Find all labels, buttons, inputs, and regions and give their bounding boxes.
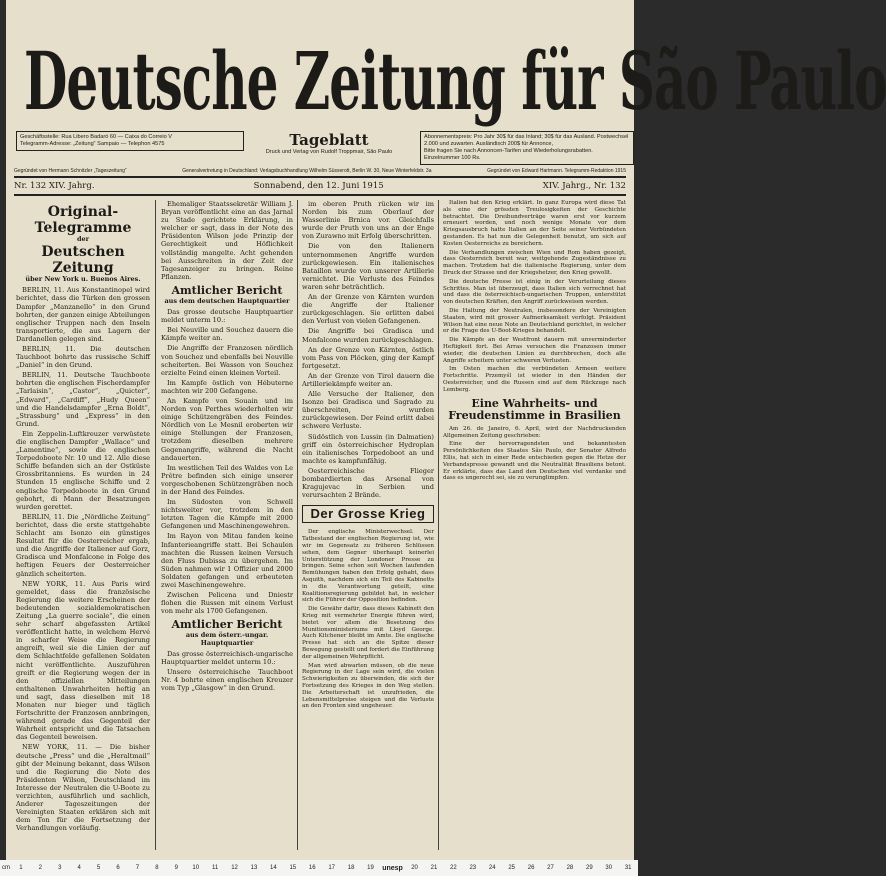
heading-original-telegramme: Original-Telegramme	[34, 204, 132, 237]
ruler-tick: 30	[605, 865, 613, 871]
ruler-tick: 7	[135, 865, 140, 871]
ruler-tick: 1	[19, 865, 23, 871]
tageblatt-label: Tageblatt	[289, 131, 369, 149]
ruler-tick: 22	[450, 865, 457, 871]
heading-deutschen-zeitung: Deutschen Zeitung	[41, 243, 125, 276]
article-paragraph: Die Angriffe der Franzosen nördlich von Souchez und ebenfalls bei Neuville scheiterten. Bei Wasson von Souchez erzielte Feind einen kleinen Vorteil.	[161, 344, 293, 377]
column-rule	[155, 200, 156, 850]
column-rule	[297, 200, 298, 850]
founders-left: Gegründet von Hermann Schnitzler „Tageszeitung“	[14, 168, 127, 174]
ruler-tick: 9	[174, 865, 178, 871]
masthead-title: Deutsche Zeitung für São Paulo	[24, 34, 886, 129]
ruler-tick: 24	[488, 865, 496, 871]
article-paragraph: Oesterreichische Flieger bombardierten das Arsenal von Kragujevac in Serbien und verursachten 2 Brände.	[302, 466, 434, 500]
founders-line	[14, 168, 626, 174]
article-paragraph: Das grosse deutsche Hauptquartier meldet unterm 10.:	[161, 308, 293, 325]
article-paragraph: BERLIN, 11. Die „Nördliche Zeitung“ berichtet, dass die erste stattgehabte Schlacht am Isonzo ein günstiges Resultat für die Oesterreicher ergab, und die Angriffe der Italiener auf Gorz, Gradisca und Monfalcone in Folge des heftigen Feuers der Oesterreicher gänzlich scheiterten.	[16, 512, 150, 578]
header-right-line: Bitte fragen Sie nach Annoncen-Tarifen und Wiederholungsrabatten. Einzelnummer 100 Rs.	[424, 148, 593, 161]
article-paragraph: BERLIN, 11. Aus Konstantinopel wird berichtet, dass die Türken den grossen Dampfer „Manzanello“ in den Grund bohrten, der ganzen einige Abteilungen englischer Truppen nach den Inseln transportierte, die aus Lagern der Dardanellen gelegen sind.	[16, 286, 150, 343]
article-paragraph: Im westlichen Teil des Waldes von Le Prêtre befinden sich einige unserer vorgeschobenen Schützengräben noch in der Hand des Feindes.	[161, 463, 293, 497]
ruler-tick: 23	[469, 865, 477, 871]
article-paragraph: Ehemaliger Staatssekretär William J. Bryan veröffentlicht eine an das Jarnal zu Stade gerichtete Erklärung, in welcher er sagt, dass in der Note des Präsidenten Wilson jede Prinzip der Gerechtigkeit und Höflichkeit vollständig mangelte. Acht gehenden bei Ausschreiten in der Zeit der Tagesanzeiger zu bringen. Reine Pflanzen.	[161, 200, 293, 281]
article-paragraph: Italien hat den Krieg erklärt. In ganz Europa wird diese Tat als eine der grössten Treulosigkeiten der Geschichte betrachtet. Die Dreibundverträge waren erst vor kurzem erneuert worden, und noch wenige Monate vor dem Kriegsausbruch hatte Italien an der Seite seiner Verbündeten gestanden. Es hat nun die Gelegenheit benutzt, um sich auf Kosten Oesterreichs zu bereichern.	[443, 200, 626, 247]
article-paragraph: NEW YORK, 11. Aus Paris wird gemeldet, dass die französische Regierung die weitere Erscheinen der bedeutenden sozialdemokratischen Zeitung „La guerre sociale“, die einen sehr scharf abgefassten Artikel veröffentlicht hatte, in welchem Hervé in scharfer Weise die Regierung angreift, weil sie die Linien der auf dem Schlachtfelde gefallenen Soldaten nicht veröffentlichte. Auszuführen greift er die Regierung wegen der in den offiziellen Mitteilungen enthaltenen Unwahrheiten heftig an und sagt, dass dieselben mit 18 Monaten nur bieger und täglich Fortschritte der Franzosen annbringen, während gerade das Gegenteil der Wahrheit entspricht und die Tatsachen das Gegenteil beweisen.	[16, 579, 150, 742]
ruler-tick: 17	[328, 865, 335, 871]
ruler-tick: 6	[116, 865, 120, 871]
ruler-tick: 26	[527, 865, 535, 871]
article-paragraph: Ein Zeppelin-Luftkreuzer verwüstete die englischen Dampfer „Wallace“ und „Lamentine“, sowie die englischen Torpedoboote Nr. 10 und 12. Alle diese Schiffe befanden sich an der Ostküste Grossbritanniens. Es wurden in 24 Stunden 15 englische Schiffe und 2 englische Torpedoboote in den Grund gebohrt, di Mann der Besatzungen wurden gerettet.	[16, 429, 150, 511]
column-telegrams	[16, 200, 150, 850]
scan-ruler	[0, 860, 638, 876]
article-paragraph: Der englische Ministerwechsel. Der Tatbestand der englischen Regierung ist, wie wir im Gegensatz zu früheren Schlüssen sehen, dem Gegner überhaupt keinerlei Unterstützung der Londoner Presse zu bringen. Seine schon seit Wochen laufenden Bemühungen haben den Erfolg gehabt, dass Asquith, nachdem sich ein Teil des Kabinetts in die Verantwortung geteilt, eine Koalitionsregierung gebildet hat, in welcher sich die Führer der Opposition befinden.	[302, 529, 434, 604]
article-paragraph: Die deutsche Presse ist einig in der Verurteilung dieses Schrittes. Man ist überzeugt, dass Italien sich verrechnet hat und dass die österreichisch-ungarischen Truppen, unterstützt von deutschen Kräften, den Angriff zurückweisen werden.	[443, 278, 626, 306]
ruler-tick: 8	[155, 865, 159, 871]
unesp-logo: unesp	[382, 864, 403, 872]
article-paragraph: Man wird abwarten müssen, ob die neue Regierung in der Lage sein wird, die vielen Schwierigkeiten zu überwinden, die sich der Fortsetzung des Krieges in den Weg stellen. Die Arbeiterschaft ist unzufrieden, die Lebensmittelpreise steigen und die Verluste an den Fronten sind ungeheuer.	[302, 662, 434, 710]
article-paragraph: Die von den Italienern unternommenen Angriffe wurden zurückgewiesen. Ein italienisches Bataillon wurde von unserer Artillerie vernichtet. Die Verluste des Feindes waren sehr beträchtlich.	[302, 242, 434, 291]
article-paragraph: BERLIN, 11. Deutsche Tauchboote bohrten die englischen Fischerdampfer „Tarlaisin“, „Castor“, „Quicter“, „Edward“, „Cardiff“, „Hudy Queen“ und die Handelsdampfer „Erna Boldt“, „Strassburg“ und „Express“ in den Grund.	[16, 371, 150, 428]
ruler-tick: 5	[96, 865, 101, 871]
article-paragraph: Die Angriffe bei Gradisca und Monfalcone wurden zurückgeschlagen.	[302, 327, 434, 344]
ruler-tick: 19	[367, 865, 374, 871]
founders-mid: Generalvertretung in Deutschland: Verlagsbuchhandlung Wilhelm Süsserott, Berlin W. 30, Neue Winterfeldstr. 3a	[182, 168, 432, 174]
header-left-box	[16, 131, 244, 151]
ruler-tick: 14	[270, 865, 277, 871]
ruler-tick: 11	[212, 865, 219, 871]
ruler-tick: 20	[411, 865, 418, 871]
article-paragraph: Unsere österreichische Tauchboot Nr. 4 bohrte einen englischen Kreuzer vom Typ „Glasgow“ in den Grund.	[161, 668, 293, 693]
article-paragraph: BERLIN, 11. Die deutschen Tauchboot bohrte das russische Schiff „Daniel“ in den Grund.	[16, 344, 150, 370]
ruler-unit: cm	[2, 865, 10, 871]
ruler-tick: 13	[250, 865, 258, 871]
issue-number-right: XIV. Jahrg., Nr. 132	[542, 181, 626, 191]
article-paragraph: Im Südosten von Schwell nichtsweiter vor, trotzdem in den letzten Tagen die Kämpfe mit 2000 Gefangenen und Maschinengewehren.	[161, 498, 293, 531]
ruler-tick: 16	[308, 865, 316, 871]
article-paragraph: An der Grenze von Kärnten, östlich vom Pass von Plöcken, ging der Kampf fortgesetzt.	[302, 345, 434, 370]
article-paragraph: Bei Neuville und Souchez dauern die Kämpfe weiter an.	[161, 326, 293, 343]
article-paragraph: Im Rayon von Mitau fanden keine Infanterieangriffe statt. Bei Schaulen machten die Russen keinen Versuch den Fluss Dubissa zu übergehen. Im Süden nahmen wir 1 Offizier und 2000 Soldaten gefangen und erbeuteten zwei Maschinengewehre.	[161, 532, 293, 590]
article-paragraph: Im Kampfe östlich von Hébuterne machten wir 200 Gefangene.	[161, 378, 293, 395]
issue-date: Sonnabend, den 12. Juni 1915	[253, 181, 384, 191]
ruler-tick: 12	[231, 865, 238, 871]
ruler-tick: 2	[38, 865, 42, 871]
ruler-tick: 25	[508, 865, 515, 871]
header-middle	[242, 131, 416, 156]
article-paragraph: im oberen Pruth rücken wir im Norden bis zum Oberlauf der Wasserlinie Brnica vor. Gleichfalls wurde der Pruth von uns an der Enge von Zurawno mit Erfolg überschritten.	[302, 200, 434, 241]
article-paragraph: Am 26. de Janeiro, 6. April, wird der Nachdruckenden Allgemeinen Zeitung geschrieben:	[443, 425, 626, 439]
article-paragraph: NEW YORK, 11. — Die bisher deutsche „Press“ und die „Heraltmail“ gibt der Meinung bekannt, dass Wilson und die Regierung die Note des Präsidenten Wilson, Deutschland im Interesse der Neutralen die U-Boote zu verzichten, ausführlich und sachlich, Anderer Tageszeitungen der Vereinigten Staaten erklären sich mit dem Ton für die Fortsetzung der Verhandlungen vorläufig.	[16, 743, 150, 833]
article-paragraph: Im Osten machen die verbündeten Armeen weitere Fortschritte. Przemyśl ist wieder in den Händen der Oesterreicher, und die Russen sind auf dem Rückzuge nach Lemberg.	[443, 366, 626, 393]
heading-route: über New York u. Buenos Aires.	[25, 274, 141, 283]
ruler-tick: 3	[58, 865, 62, 871]
article-paragraph: An der Grenze von Tirol dauern die Artilleriekämpfe weiter an.	[302, 371, 434, 388]
ruler-tick: 4	[77, 865, 81, 871]
brasilien-heading	[443, 398, 626, 423]
article-paragraph: An Kampfe von Souain und im Norden von Perthes wiederholten wir einige Schützengräben des Feindes. Nördlich von Le Mesnil eroberten wir einige Stellungen der Franzosen, trotzdem dieselben mehrere Gegenangriffe, während die Nacht andauerten.	[161, 396, 293, 462]
article-paragraph: Südöstlich von Lussin (in Dalmatien) griff ein österreichischer Hydroplan ein italienisches Torpedoboot an und machte es kampfunfähig.	[302, 432, 434, 465]
heading-amtlicher-bericht: Amtlicher Bericht	[171, 618, 283, 632]
ruler-tick: 29	[586, 865, 593, 871]
german-report-heading	[161, 285, 293, 305]
ruler-tick: 15	[289, 865, 297, 871]
heading-german-hq: aus dem deutschen Hauptquartier	[164, 296, 290, 305]
column-war-news	[302, 200, 434, 850]
column-official-reports	[161, 200, 293, 850]
ruler-tick: 27	[547, 865, 554, 871]
article-paragraph: Die Haltung der Neutralen, insbesondere der Vereinigten Staaten, wird mit grosser Aufmerksamkeit verfolgt. Präsident Wilson hat eine neue Note an Deutschland gerichtet, in welcher er die Frage des U-Boot-Krieges behandelt.	[443, 307, 626, 335]
heading-wahrheits-stimme: Eine Wahrheits- und Freudenstimme in Brasilien	[448, 396, 621, 423]
article-paragraph: Die Verhandlungen zwischen Wien und Rom haben gezeigt, dass Oesterreich bereit war, weitgehende Zugeständnisse zu machen. Trotzdem hat die italienische Regierung, unter dem Druck der Strasse und der Kriegshetzer, den Krieg gewollt.	[443, 249, 626, 276]
column-commentary	[443, 200, 626, 850]
ruler-tick: 10	[192, 865, 200, 871]
article-paragraph: Alle Versuche der Italiener, den Isonzo bei Gradisca und Sagrado zu überschreiten, wurden zurückgewiesen. Der Feind erlitt dabei schwere Verluste.	[302, 390, 434, 431]
issue-number-left: Nr. 132 XIV. Jahrg.	[14, 181, 95, 191]
article-paragraph: Die Gewähr dafür, dass dieses Kabinett den Krieg mit vermehrter Energie führen wird, bietet vor allem die Besetzung des Munitionsministeriums mit Lloyd George. Auch Kitchener bleibt im Amte. Die englische Presse hat sich an die Spitze dieser Bewegung gestellt und fordert die Einführung der allgemeinen Wehrpflicht.	[302, 606, 434, 660]
heading-der: der	[76, 235, 90, 244]
dateline	[14, 176, 626, 196]
publisher-line: Druck und Verlag von Rudolf Troppmair, São Paulo	[265, 149, 393, 155]
ruler-tick: 18	[347, 865, 355, 871]
header-left-line: Telegramm-Adresse: „Zeitung“ Sampaio — Telephon 4575	[20, 141, 165, 147]
article-paragraph: Die Kämpfe an der Westfront dauern mit unverminderter Heftigkeit fort. Bei Arras versuchen die Franzosen immer wieder, die deutschen Linien zu durchbrechen, doch alle Angriffe scheitern unter schweren Verlusten.	[443, 337, 626, 364]
ruler-tick: 31	[624, 865, 632, 871]
article-paragraph: Eine der hervorragendsten und bekanntesten Persönlichkeiten des Staates São Paulo, der Senator Alfredo Ellis, hat sich in einer Rede entschieden gegen die Hetze der Verbandspresse gewandt und die Neutralität Brasiliens betont. Er erklärte, dass das Land den Deutschen viel verdanke und dass es ungerecht sei, sie zu verunglimpfen.	[443, 441, 626, 482]
column-rule	[438, 200, 439, 850]
heading-amtlicher-bericht: Amtlicher Bericht	[171, 283, 283, 297]
newspaper-page	[6, 0, 886, 860]
ruler-tick: 28	[566, 865, 574, 871]
article-paragraph: An der Grenze von Kärnten wurden die Angriffe der Italiener zurückgeschlagen. Sie erlitten dabei den Verlust von vielen Gefangenen.	[302, 293, 434, 326]
article-paragraph: Das grosse österreichisch-ungarische Hauptquartier meldet unterm 10.:	[161, 650, 293, 667]
article-paragraph: Zwischen Pelicena und Dniestr flohen die Russen mit einem Verlust von mehr als 1700 Gefangenen.	[161, 591, 293, 616]
header-right-box	[420, 131, 634, 165]
founders-right: Gegründet von Edward Hartmann. Telegramm-Redaktion 1915	[487, 168, 626, 174]
ruler-tick: 21	[430, 865, 438, 871]
heading-austrian-hq: aus dem österr.-ungar. Hauptquartier	[185, 631, 269, 647]
austrian-report-heading	[161, 619, 293, 647]
header-left-line: Geschäftsstelle: Rua Libero Badaró 60 — Caixa do Correio V	[20, 134, 173, 140]
telegrams-heading	[16, 204, 150, 283]
der-grosse-krieg-heading: Der Grosse Krieg	[302, 505, 434, 523]
header-right-line: Abonnementspreis: Pro Jahr 30$ für das Inland; 30$ für das Ausland. Postwechsel 2.000 und zuwarten. Ausländisch 200$ für Annonce,	[424, 134, 629, 147]
